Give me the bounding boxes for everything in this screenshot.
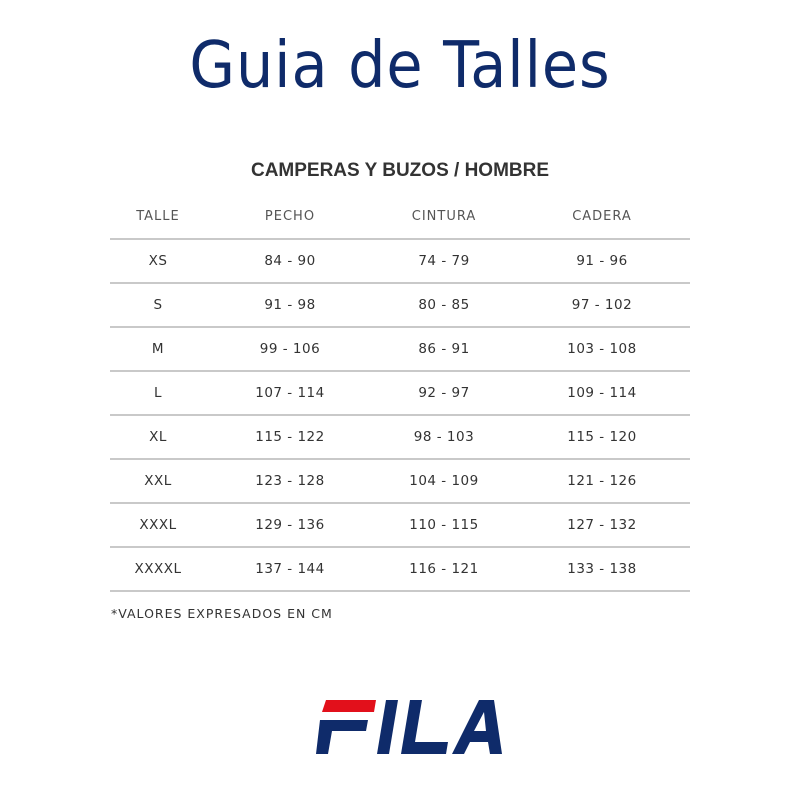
cell-pecho: 99 - 106 — [206, 327, 374, 371]
cell-pecho: 107 - 114 — [206, 371, 374, 415]
cell-cintura: 92 - 97 — [374, 371, 514, 415]
table-row — [110, 283, 690, 327]
cell-talle: XXXL — [110, 503, 206, 547]
header-cadera: CADERA — [514, 194, 690, 239]
cell-cadera: 109 - 114 — [514, 371, 690, 415]
table-row — [110, 503, 690, 547]
cell-talle: M — [110, 327, 206, 371]
cell-pecho: 84 - 90 — [206, 239, 374, 283]
cell-talle: XS — [110, 239, 206, 283]
cell-cintura: 80 - 85 — [374, 283, 514, 327]
table-row — [110, 327, 690, 371]
cell-pecho: 137 - 144 — [206, 547, 374, 591]
size-table — [110, 194, 690, 592]
cell-cadera: 121 - 126 — [514, 459, 690, 503]
cell-cintura: 74 - 79 — [374, 239, 514, 283]
table-row — [110, 459, 690, 503]
header-cintura: CINTURA — [374, 194, 514, 239]
cell-cadera: 133 - 138 — [514, 547, 690, 591]
table-row — [110, 415, 690, 459]
cell-cadera: 103 - 108 — [514, 327, 690, 371]
header-pecho: PECHO — [206, 194, 374, 239]
cell-cadera: 127 - 132 — [514, 503, 690, 547]
cell-talle: XL — [110, 415, 206, 459]
cell-cintura: 104 - 109 — [374, 459, 514, 503]
cell-cintura: 98 - 103 — [374, 415, 514, 459]
cell-talle: XXL — [110, 459, 206, 503]
units-note: *VALORES EXPRESADOS EN CM — [111, 606, 333, 621]
header-talle: TALLE — [110, 194, 206, 239]
cell-cadera: 97 - 102 — [514, 283, 690, 327]
table-header-row — [110, 194, 690, 239]
cell-talle: S — [110, 283, 206, 327]
table-subtitle: CAMPERAS Y BUZOS / HOMBRE — [250, 160, 550, 181]
cell-talle: XXXXL — [110, 547, 206, 591]
cell-cadera: 91 - 96 — [514, 239, 690, 283]
cell-cintura: 110 - 115 — [374, 503, 514, 547]
page-title: Guia de Talles — [189, 29, 611, 103]
fila-logo-icon — [314, 694, 504, 760]
cell-cintura: 116 - 121 — [374, 547, 514, 591]
table-row — [110, 371, 690, 415]
table-row — [110, 239, 690, 283]
cell-pecho: 91 - 98 — [206, 283, 374, 327]
cell-pecho: 123 - 128 — [206, 459, 374, 503]
cell-cadera: 115 - 120 — [514, 415, 690, 459]
cell-talle: L — [110, 371, 206, 415]
table-row — [110, 547, 690, 591]
cell-cintura: 86 - 91 — [374, 327, 514, 371]
cell-pecho: 115 - 122 — [206, 415, 374, 459]
cell-pecho: 129 - 136 — [206, 503, 374, 547]
